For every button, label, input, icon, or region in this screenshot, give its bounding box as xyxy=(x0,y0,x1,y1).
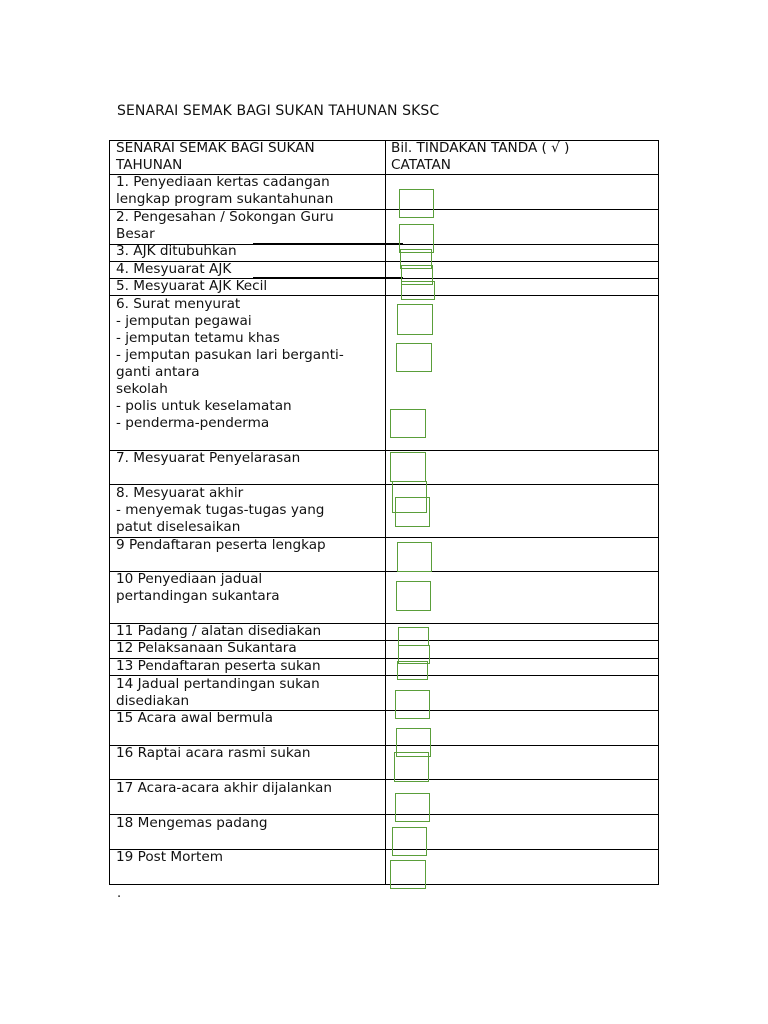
checkbox[interactable] xyxy=(395,497,430,527)
checklist-item: 19 Post Mortem xyxy=(116,849,223,865)
checklist-item: 6. Surat menyurat - jemputan pegawai - jemputan tetamu khas - jemputan pasukan lari berganti- ganti antara sekolah - polis untuk keselamatan - penderma-penderma xyxy=(116,296,344,431)
checklist-item: 15 Acara awal bermula xyxy=(116,710,273,726)
checklist-item: 12 Pelaksanaan Sukantara xyxy=(116,640,297,656)
stray-line xyxy=(253,277,403,278)
table-border-right xyxy=(658,140,659,884)
checkbox[interactable] xyxy=(397,661,428,680)
header-action-column: Bil. TINDAKAN TANDA ( √ ) CATATAN xyxy=(391,140,570,173)
checkbox[interactable] xyxy=(390,860,426,889)
checkbox[interactable] xyxy=(395,793,430,822)
checkbox[interactable] xyxy=(399,189,434,218)
checkbox[interactable] xyxy=(396,343,432,372)
checklist-item: 18 Mengemas padang xyxy=(116,815,268,831)
checkbox[interactable] xyxy=(398,627,429,646)
checkbox[interactable] xyxy=(392,827,427,856)
checklist-item: 17 Acara-acara akhir dijalankan xyxy=(116,780,332,796)
checklist-item: 8. Mesyuarat akhir - menyemak tugas-tugas yang patut diselesaikan xyxy=(116,485,325,535)
stray-line xyxy=(253,243,403,244)
column-divider xyxy=(385,140,386,884)
checkbox[interactable] xyxy=(395,690,430,719)
checklist-item: 9 Pendaftaran peserta lengkap xyxy=(116,537,326,553)
checklist-item: 4. Mesyuarat AJK xyxy=(116,261,232,277)
checklist-item: 10 Penyediaan jadual pertandingan sukantara xyxy=(116,571,280,604)
checkbox[interactable] xyxy=(397,304,433,335)
checklist-item: 11 Padang / alatan disediakan xyxy=(116,623,322,639)
table-border-bottom xyxy=(109,884,659,885)
checklist-item: 5. Mesyuarat AJK Kecil xyxy=(116,278,268,294)
checklist-item: 2. Pengesahan / Sokongan Guru Besar xyxy=(116,209,334,242)
checklist-item: 3. AJK ditubuhkan xyxy=(116,243,237,259)
header-item-column: SENARAI SEMAK BAGI SUKAN TAHUNAN xyxy=(116,140,315,173)
checkbox[interactable] xyxy=(401,281,435,300)
checkbox[interactable] xyxy=(396,581,431,611)
checklist-item: 1. Penyediaan kertas cadangan lengkap program sukantahunan xyxy=(116,174,334,207)
table-border-left xyxy=(109,140,110,884)
checkbox[interactable] xyxy=(397,542,432,572)
checkbox[interactable] xyxy=(394,752,429,782)
document-title: SENARAI SEMAK BAGI SUKAN TAHUNAN SKSC xyxy=(117,103,440,119)
checklist-item: 14 Jadual pertandingan sukan disediakan xyxy=(116,676,320,709)
checklist-item: 7. Mesyuarat Penyelarasan xyxy=(116,450,301,466)
footer-mark: . xyxy=(117,886,122,901)
checkbox[interactable] xyxy=(390,452,426,482)
checkbox[interactable] xyxy=(390,409,426,438)
checklist-item: 16 Raptai acara rasmi sukan xyxy=(116,745,311,761)
checklist-item: 13 Pendaftaran peserta sukan xyxy=(116,658,321,674)
